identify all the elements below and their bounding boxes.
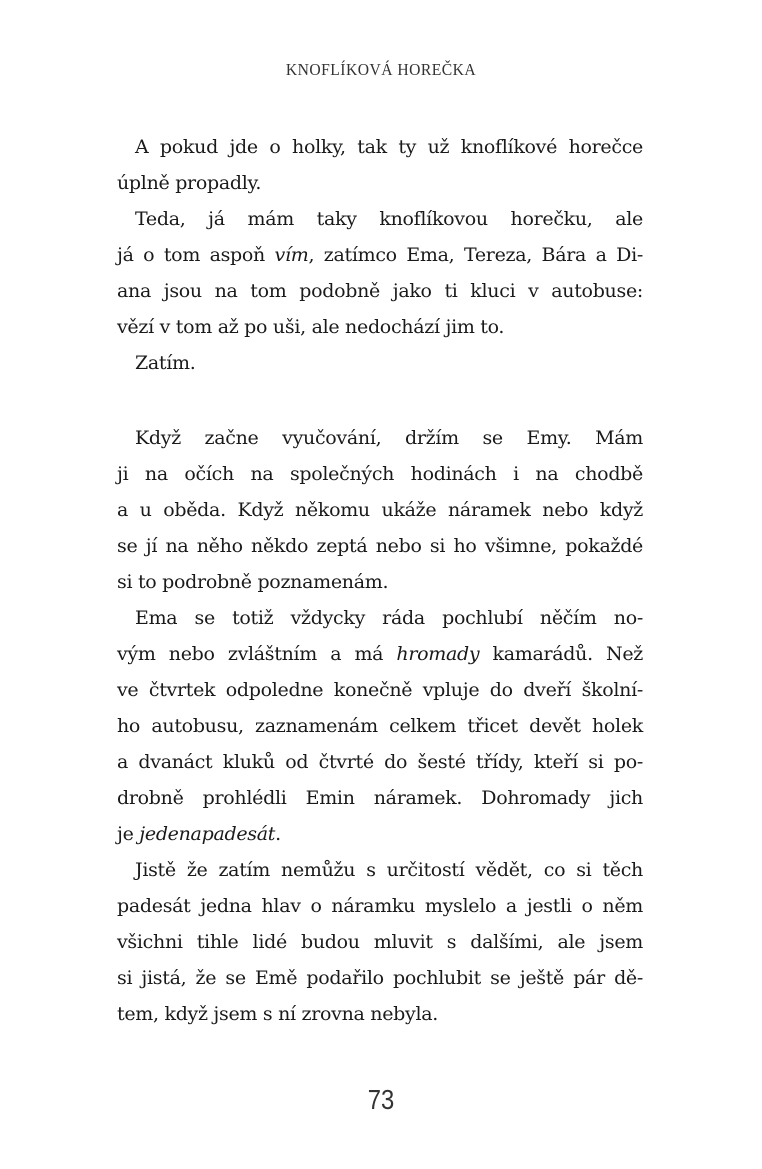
paragraph xyxy=(117,420,643,600)
text-segment: kamarádů. Než xyxy=(479,643,644,665)
text-segment: Když začne vyučování, držím se Emy. Mám xyxy=(135,427,643,449)
text-segment: drobně prohlédli Emin náramek. Dohromady jich xyxy=(117,787,643,809)
text-segment: ji na očích na společných hodinách i na chodbě xyxy=(117,463,643,485)
text-line xyxy=(117,528,643,564)
text-segment: se jí na něho někdo zeptá nebo si ho všimne, pokaždé xyxy=(117,535,643,557)
text-segment: ho autobusu, zaznamenám celkem třicet devět holek xyxy=(117,715,643,737)
text-segment: a u oběda. Když někomu ukáže náramek nebo když xyxy=(117,499,643,521)
text-line xyxy=(117,672,643,708)
text-line xyxy=(117,636,643,672)
text-segment: si to podrobně poznamenám. xyxy=(117,571,389,593)
text-line xyxy=(117,564,643,600)
text-line xyxy=(117,996,643,1032)
paragraph xyxy=(117,345,643,381)
text-segment: . xyxy=(275,823,281,845)
running-header: KNOFLÍKOVÁ HOREČKA xyxy=(285,60,477,79)
text-line xyxy=(117,924,643,960)
text-line xyxy=(117,816,643,852)
text-segment: Ema se totiž vždycky ráda pochlubí něčím no- xyxy=(135,607,643,629)
text-segment: , zatímco Ema, Tereza, Bára a Di- xyxy=(308,244,643,266)
text-line xyxy=(117,420,643,456)
text-segment: A pokud jde o holky, tak ty už knoflíkové horečce xyxy=(135,136,643,158)
text-segment: já o tom aspoň xyxy=(117,244,275,266)
text-line xyxy=(117,273,643,309)
emphasis-text: hromady xyxy=(396,643,480,665)
text-segment: je xyxy=(117,823,140,845)
text-segment: si jistá, že se Emě podařilo pochlubit se ještě pár dě- xyxy=(117,967,643,989)
text-segment: padesát jedna hlav o náramku myslelo a jestli o něm xyxy=(117,895,643,917)
paragraph xyxy=(117,600,643,852)
paragraph xyxy=(117,201,643,345)
text-line xyxy=(117,492,643,528)
text-line xyxy=(117,345,643,381)
text-line xyxy=(117,960,643,996)
text-line xyxy=(117,237,643,273)
text-line xyxy=(117,309,643,345)
text-line xyxy=(117,165,643,201)
text-line xyxy=(117,129,643,165)
section-break xyxy=(117,381,643,420)
emphasis-text: jedenapadesát xyxy=(139,823,276,845)
text-segment: úplně propadly. xyxy=(117,172,262,194)
text-line xyxy=(117,780,643,816)
text-segment: tem, když jsem s ní zrovna nebyla. xyxy=(117,1003,439,1025)
text-segment: vězí v tom až po uši, ale nedochází jim to. xyxy=(117,316,505,338)
emphasis-text: vím xyxy=(274,244,309,266)
text-line xyxy=(117,744,643,780)
text-segment: Zatím. xyxy=(135,352,196,374)
text-segment: Teda, já mám taky knoflíkovou horečku, ale xyxy=(135,208,643,230)
body-text xyxy=(117,129,643,1032)
text-segment: Jistě že zatím nemůžu s určitostí vědět, co si těch xyxy=(135,859,643,881)
text-segment: vým nebo zvláštním a má xyxy=(117,643,397,665)
text-segment: všichni tihle lidé budou mluvit s dalšími, ale jsem xyxy=(117,931,643,953)
paragraph xyxy=(117,129,643,201)
text-segment: ve čtvrtek odpoledne konečně vpluje do dveří školní- xyxy=(117,679,643,701)
text-segment: a dvanáct kluků od čtvrté do šesté třídy, kteří si po- xyxy=(117,751,643,773)
text-segment: ana jsou na tom podobně jako ti kluci v autobuse: xyxy=(117,280,643,302)
text-line xyxy=(117,600,643,636)
text-line xyxy=(117,456,643,492)
page-number: 73 xyxy=(367,1084,395,1115)
text-line xyxy=(117,201,643,237)
text-line xyxy=(117,708,643,744)
text-line xyxy=(117,852,643,888)
paragraph xyxy=(117,852,643,1032)
text-line xyxy=(117,888,643,924)
